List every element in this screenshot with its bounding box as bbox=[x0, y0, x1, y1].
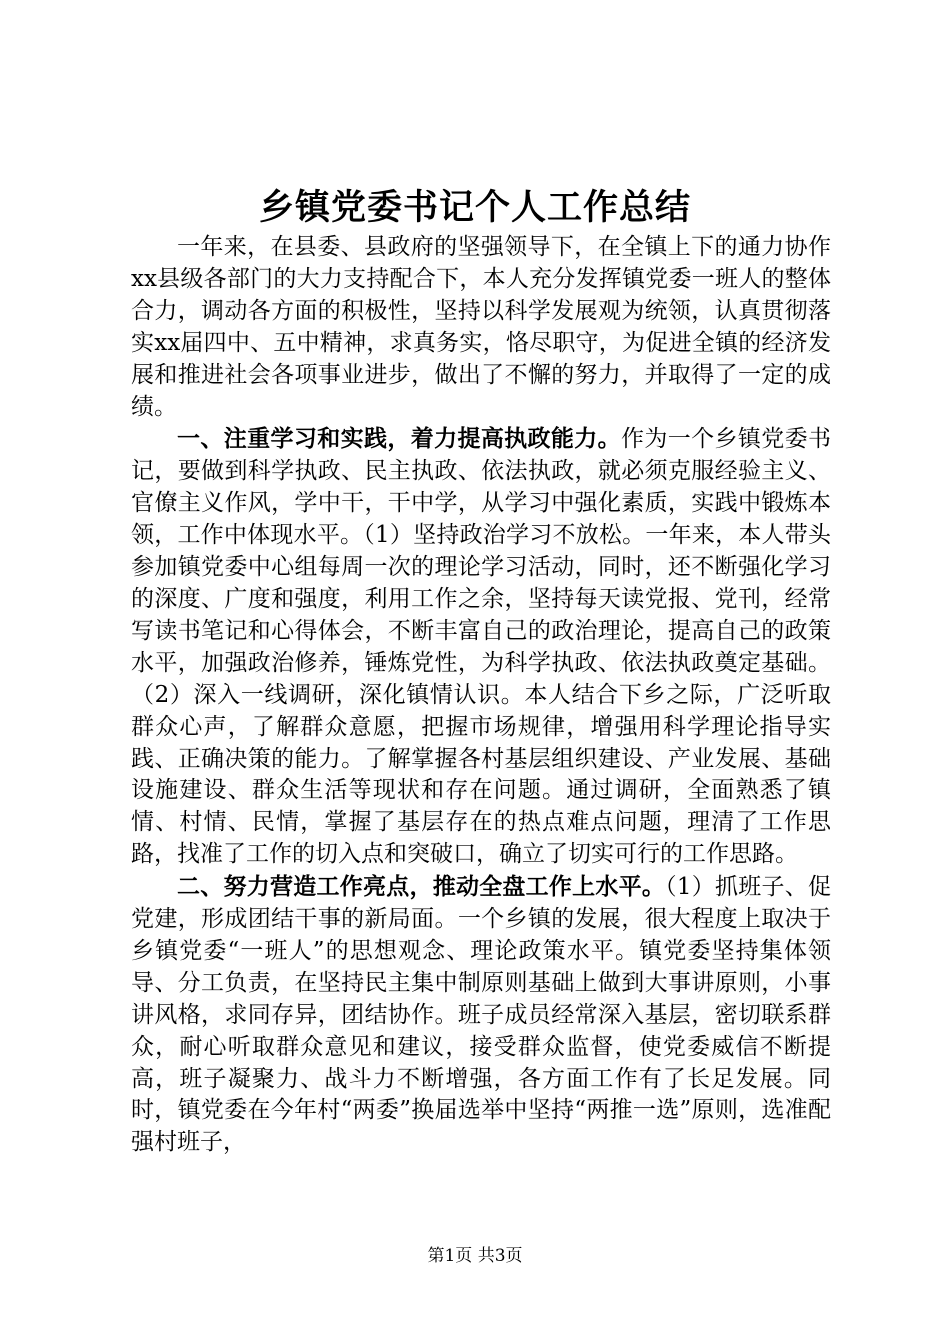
page-number-footer: 第1页 共3页 bbox=[427, 1246, 523, 1266]
document-title: 乡镇党委书记个人工作总结 bbox=[258, 187, 691, 228]
section-heading: 二、努力营造工作亮点，推动全盘工作上水平。 bbox=[177, 873, 666, 901]
paragraph-text: （1）抓班子、促党建，形成团结干事的新局面。一个乡镇的发展，很大程度上取决于乡镇党委“一班人”的思想观念、理论政策水平。镇党委坚持集体领导、分工负责，在坚持民主集中制原则基础上做到大事讲原则，小事讲风格，求同存异，团结协作。班子成员经常深入基层，密切联系群众，耐心听取群众意见和建议，接受群众监督，使党委威信不断提高，班子凝聚力、战斗力不断增强，各方面工作有了长足发展。同时，镇党委在今年村“两委”换届选举中坚持“两推一选”原则，选准配强村班子， bbox=[131, 874, 832, 1156]
paragraph-section-2 bbox=[131, 871, 831, 1159]
paragraph-section-1 bbox=[131, 423, 831, 871]
paragraph-intro bbox=[131, 231, 831, 423]
document-body bbox=[131, 231, 831, 1159]
paragraph-text: 一年来，在县委、县政府的坚强领导下，在全镇上下的通力协作xx县级各部门的大力支持配合下，本人充分发挥镇党委一班人的整体合力，调动各方面的积极性，坚持以科学发展观为统领，认真贯彻落实xx届四中、五中精神，求真务实，恪尽职守，为促进全镇的经济发展和推进社会各项事业进步，做出了不懈的努力，并取得了一定的成绩。 bbox=[131, 234, 831, 420]
paragraph-text: 作为一个乡镇党委书记，要做到科学执政、民主执政、依法执政，就必须克服经验主义、官僚主义作风，学中干，干中学，从学习中强化素质，实践中锻炼本领，工作中体现水平。（1）坚持政治学习不放松。一年来，本人带头参加镇党委中心组每周一次的理论学习活动，同时，还不断强化学习的深度、广度和强度，利用工作之余，坚持每天读党报、党刊，经常写读书笔记和心得体会，不断丰富自己的政治理论，提高自己的政策水平，加强政治修养，锤炼党性，为科学执政、依法执政奠定基础。（2）深入一线调研，深化镇情认识。本人结合下乡之际，广泛听取群众心声，了解群众意愿，把握市场规律，增强用科学理论指导实践、正确决策的能力。了解掌握各村基层组织建设、产业发展、基础设施建设、群众生活等现状和存在问题。通过调研，全面熟悉了镇情、村情、民情，掌握了基层存在的热点难点问题，理清了工作思路，找准了工作的切入点和突破口，确立了切实可行的工作思路。 bbox=[131, 426, 832, 868]
section-heading: 一、注重学习和实践，着力提高执政能力。 bbox=[177, 425, 622, 453]
